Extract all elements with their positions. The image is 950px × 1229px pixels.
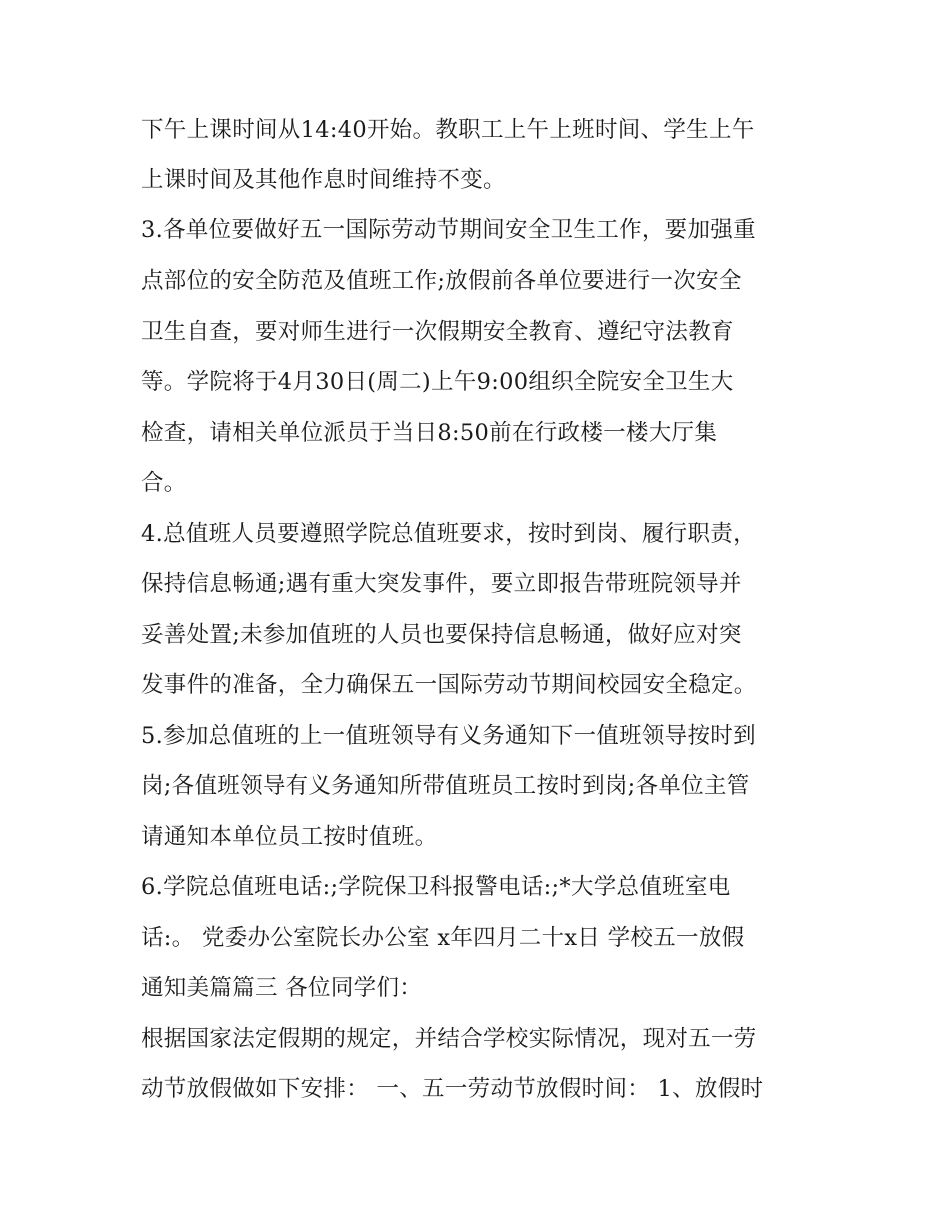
text-line: 5.参加总值班的上一值班领导有义务通知下一值班领导按时到	[141, 723, 756, 749]
text-line: 6.学院总值班电话:;学院保卫科报警电话:;*大学总值班室电	[141, 874, 731, 900]
text-line: 下午上课时间从14:40开始。教职工上午上班时间、学生上午	[141, 117, 755, 143]
text-line: 保持信息畅通;遇有重大突发事件，要立即报告带班院领导并	[141, 571, 742, 597]
text-line: 请通知本单位员工按时值班。	[141, 824, 438, 850]
text-line: 上课时间及其他作息时间维持不变。	[141, 167, 506, 193]
text-line: 检查，请相关单位派员于当日8:50前在行政楼一楼大厅集	[141, 420, 718, 446]
text-line: 动节放假做如下安排： 一、五一劳动节放假时间： 1、放假时	[141, 1076, 764, 1102]
text-line: 卫生自查，要对师生进行一次假期安全教育、遵纪守法教育	[141, 319, 734, 345]
text-line: 3.各单位要做好五一国际劳动节期间安全卫生工作，要加强重	[141, 217, 756, 243]
text-line: 点部位的安全防范及值班工作;放假前各单位要进行一次安全	[141, 268, 742, 294]
text-line: 发事件的准备，全力确保五一国际劳动节期间校园安全稳定。	[141, 672, 757, 698]
text-line: 根据国家法定假期的规定，并结合学校实际情况，现对五一劳	[141, 1026, 757, 1052]
text-line: 岗;各值班领导有义务通知所带值班员工按时到岗;各单位主管	[141, 773, 750, 799]
text-line: 4.总值班人员要遵照学院总值班要求，按时到岗、履行职责，	[141, 521, 756, 547]
text-line: 通知美篇篇三 各位同学们：	[141, 975, 423, 1001]
text-line: 话:。 党委办公室院长办公室 x年四月二十x日 学校五一放假	[141, 925, 745, 951]
text-line: 合。	[141, 470, 187, 496]
text-line: 妥善处置;未参加值班的人员也要保持信息畅通，做好应对突	[141, 622, 742, 648]
text-line: 等。学院将于4月30日(周二)上午9:00组织全院安全卫生大	[141, 369, 734, 395]
